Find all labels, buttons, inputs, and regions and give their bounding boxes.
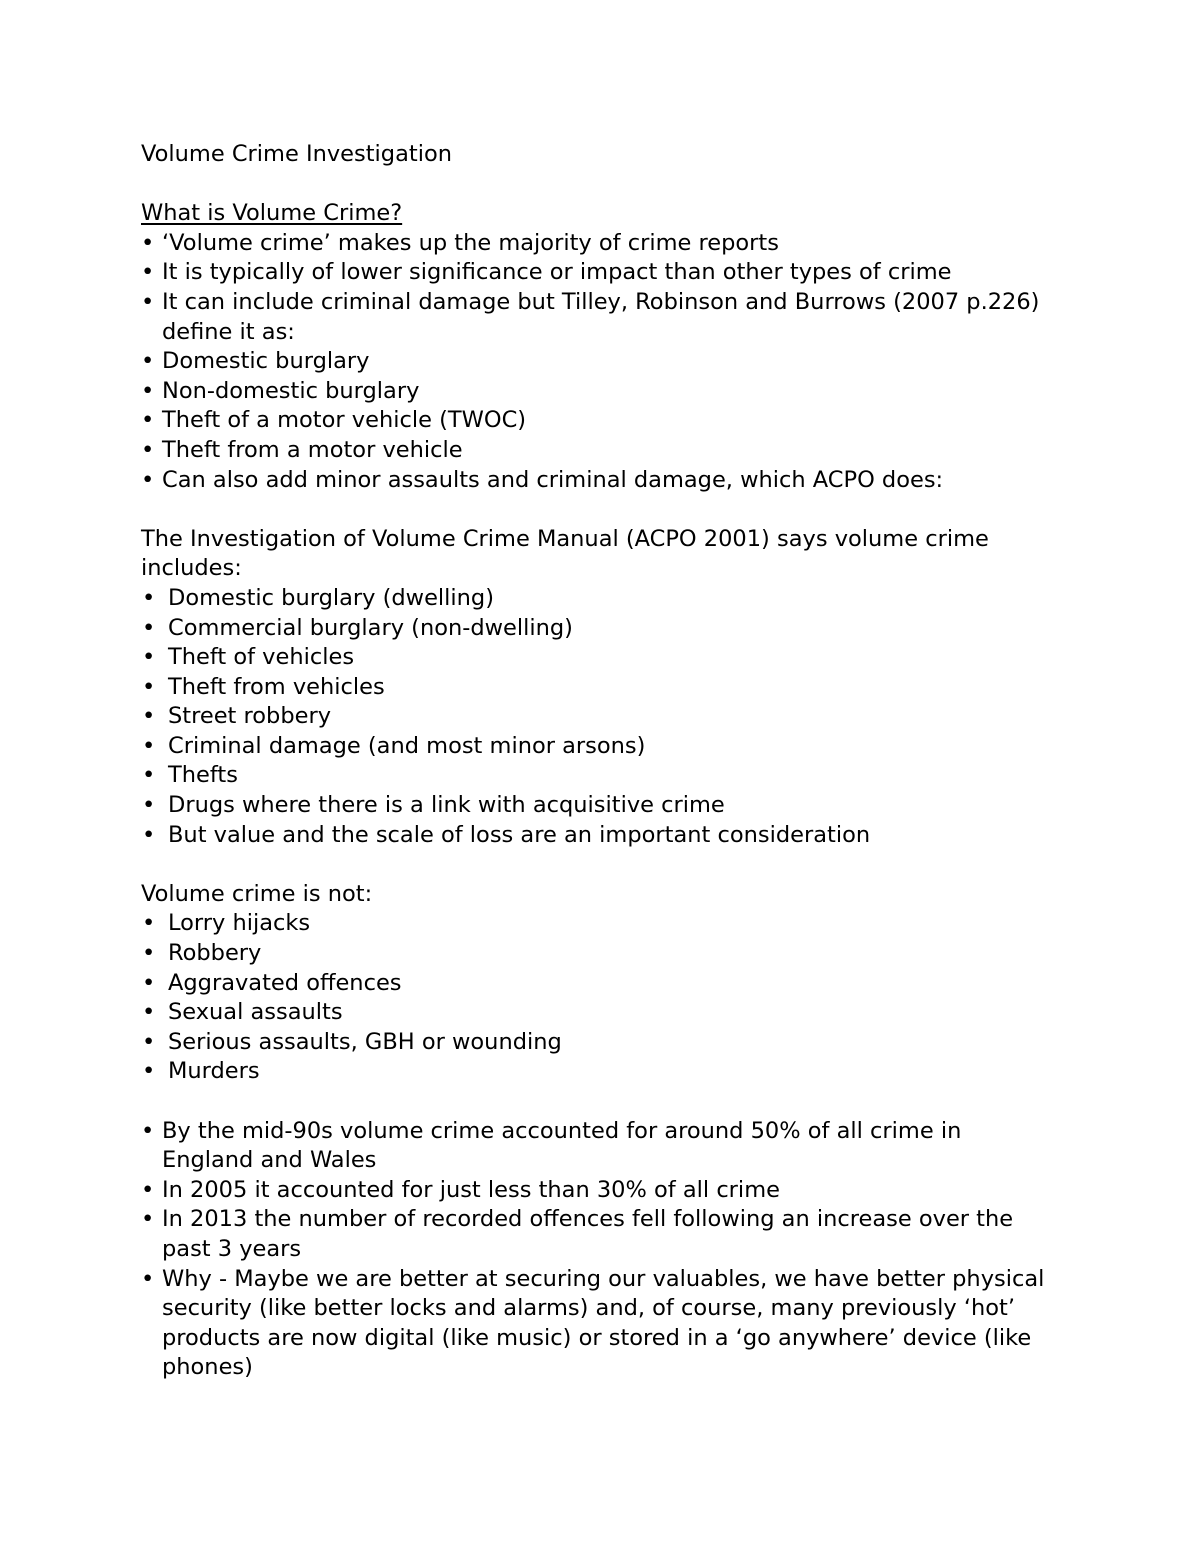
bullet-icon: • (141, 1176, 155, 1203)
list-item (141, 821, 1141, 851)
spacer (141, 1087, 1141, 1117)
list-item (141, 939, 1141, 969)
list-item-text: Domestic burglary (dwelling) (168, 584, 494, 611)
list-item-text: Theft from vehicles (168, 673, 385, 700)
list-item (141, 969, 1141, 999)
bullet-icon: • (141, 1206, 155, 1233)
bullet-icon: • (142, 821, 156, 848)
bullet-icon: • (141, 407, 155, 434)
bullet-icon: • (142, 999, 156, 1026)
list-item (141, 406, 1141, 436)
list-item-continuation: past 3 years (162, 1235, 302, 1262)
list-item (141, 998, 1141, 1028)
list-item-text: Street robbery (168, 703, 332, 730)
bullet-icon: • (141, 377, 155, 404)
list-item (141, 436, 1141, 466)
list-item-text: Commercial burglary (non-dwelling) (168, 614, 573, 641)
list-item-text: But value and the scale of loss are an important consideration (168, 821, 871, 848)
list-item-text: Domestic burglary (162, 348, 370, 375)
list-item (141, 466, 1141, 496)
list-item-continuation: England and Wales (162, 1147, 377, 1174)
list-item-text: Robbery (168, 940, 262, 967)
list-item (141, 1176, 1141, 1206)
list-item-text: Non-domestic burglary (162, 377, 420, 404)
list-item (141, 1028, 1141, 1058)
list-item (141, 614, 1141, 644)
list-item (141, 732, 1141, 762)
list-item-continuation: define it as: (162, 318, 295, 345)
section-heading-what-is-volume-crime: What is Volume Crime? (141, 200, 403, 227)
list-item-text: By the mid-90s volume crime accounted for around 50% of all crime in (162, 1117, 962, 1144)
list-item (141, 1205, 1141, 1235)
list-item (141, 702, 1141, 732)
bullet-icon: • (142, 703, 156, 730)
list-item (141, 229, 1141, 259)
list-item-text: Aggravated offences (168, 969, 402, 996)
list-item-text: Drugs where there is a link with acquisitive crime (168, 792, 725, 819)
bullet-icon: • (142, 584, 156, 611)
list-item (141, 377, 1141, 407)
list-item (141, 288, 1141, 318)
bullet-icon: • (142, 1028, 156, 1055)
list-item-text: Can also add minor assaults and criminal damage, which ACPO does: (162, 466, 944, 493)
bullet-icon: • (142, 792, 156, 819)
paragraph-line: Volume crime is not: (141, 880, 373, 907)
list-item-text: It can include criminal damage but Tilley, Robinson and Burrows (2007 p.226) (162, 288, 1040, 315)
list-item-text: Theft of a motor vehicle (TWOC) (162, 407, 527, 434)
list-item (141, 673, 1141, 703)
list-item (141, 1265, 1141, 1295)
bullet-icon: • (141, 229, 155, 256)
bullet-icon: • (141, 1265, 155, 1292)
spacer (141, 495, 1141, 525)
list-item-text: It is typically of lower significance or impact than other types of crime (162, 259, 952, 286)
list-item-text: In 2005 it accounted for just less than 30% of all crime (162, 1176, 780, 1203)
list-item-text: Theft from a motor vehicle (162, 436, 463, 463)
list-item-text: Murders (168, 1058, 260, 1085)
list-item (141, 258, 1141, 288)
list-item (141, 643, 1141, 673)
document-body (141, 140, 1141, 1383)
list-item-continuation: products are now digital (like music) or stored in a ‘go anywhere’ device (like (162, 1324, 1032, 1351)
list-item-continuation: security (like better locks and alarms) and, of course, many previously ‘hot’ (162, 1295, 1016, 1322)
list-item (141, 761, 1141, 791)
list-item-text: Theft of vehicles (168, 644, 355, 671)
document-title: Volume Crime Investigation (141, 141, 452, 167)
spacer (141, 170, 1141, 200)
bullet-icon: • (142, 910, 156, 937)
bullet-icon: • (142, 940, 156, 967)
bullet-icon: • (141, 348, 155, 375)
list-item-text: Serious assaults, GBH or wounding (168, 1028, 562, 1055)
list-item-text: Why - Maybe we are better at securing our valuables, we have better physical (162, 1265, 1045, 1292)
bullet-icon: • (142, 644, 156, 671)
bullet-icon: • (141, 466, 155, 493)
bullet-icon: • (141, 259, 155, 286)
list-item (141, 909, 1141, 939)
list-item-text: Criminal damage (and most minor arsons) (168, 732, 646, 759)
bullet-icon: • (141, 1117, 155, 1144)
bullet-icon: • (142, 969, 156, 996)
bullet-icon: • (142, 732, 156, 759)
bullet-icon: • (142, 1058, 156, 1085)
bullet-icon: • (141, 436, 155, 463)
list-item-continuation: phones) (162, 1354, 253, 1381)
list-item-text: Lorry hijacks (168, 910, 311, 937)
list-item (141, 1117, 1141, 1147)
bullet-icon: • (142, 673, 156, 700)
list-item-text: Thefts (168, 762, 238, 789)
list-item (141, 791, 1141, 821)
list-item-text: Sexual assaults (168, 999, 343, 1026)
list-item-text: ‘Volume crime’ makes up the majority of crime reports (162, 229, 779, 256)
bullet-icon: • (142, 614, 156, 641)
list-item (141, 1057, 1141, 1087)
spacer (141, 850, 1141, 880)
paragraph-line: includes: (141, 555, 242, 582)
bullet-icon: • (141, 288, 155, 315)
list-item (141, 584, 1141, 614)
paragraph-line: The Investigation of Volume Crime Manual (ACPO 2001) says volume crime (141, 525, 989, 552)
list-item-text: In 2013 the number of recorded offences fell following an increase over the (162, 1206, 1014, 1233)
list-item (141, 347, 1141, 377)
bullet-icon: • (142, 762, 156, 789)
